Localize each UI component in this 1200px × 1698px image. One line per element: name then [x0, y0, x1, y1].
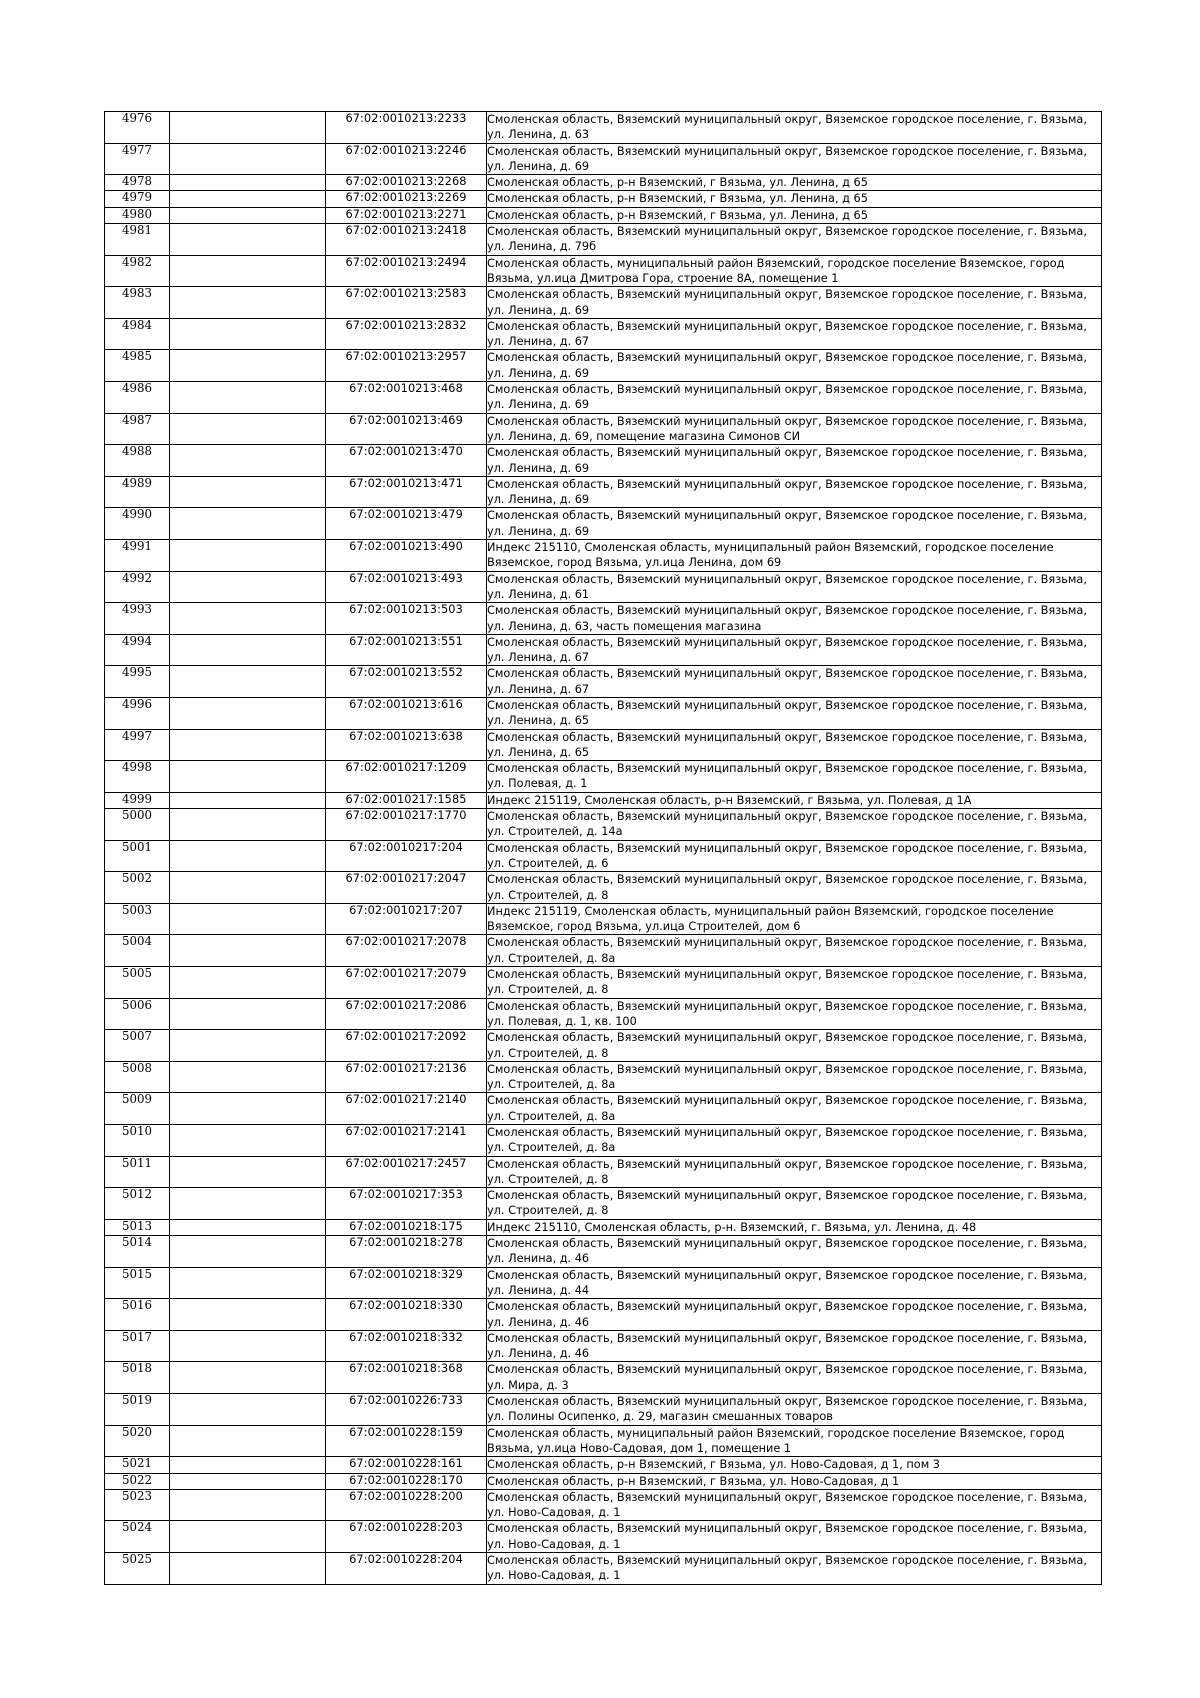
table-row [105, 1061, 1102, 1093]
empty-cell [170, 1236, 326, 1268]
address-cell: Смоленская область, Вяземский муниципальный округ, Вяземское городское поселение, г. Вязьма, ул. Строителей, д. 14а [487, 809, 1102, 841]
cadastral-number-cell: 67:02:0010213:2271 [326, 207, 487, 223]
address-cell: Смоленская область, Вяземский муниципальный округ, Вяземское городское поселение, г. Вязьма, ул. Ново-Садовая, д. 1 [487, 1521, 1102, 1553]
table-row [105, 445, 1102, 477]
row-number-cell: 4986 [105, 382, 170, 414]
cadastral-number-cell: 67:02:0010213:2494 [326, 255, 487, 287]
empty-cell [170, 603, 326, 635]
cadastral-number-cell: 67:02:0010213:468 [326, 382, 487, 414]
cadastral-number-cell: 67:02:0010213:552 [326, 666, 487, 698]
empty-cell [170, 761, 326, 793]
table-row [105, 1156, 1102, 1188]
row-number-cell: 5009 [105, 1093, 170, 1125]
address-cell: Смоленская область, Вяземский муниципальный округ, Вяземское городское поселение, г. Вязьма, ул. Ленина, д. 69, помещение магазина Симонов СИ [487, 413, 1102, 445]
table-row [105, 508, 1102, 540]
table-row [105, 697, 1102, 729]
cadastral-number-cell: 67:02:0010217:207 [326, 903, 487, 935]
cadastral-number-cell: 67:02:0010213:493 [326, 571, 487, 603]
row-number-cell: 5023 [105, 1489, 170, 1521]
cadastral-number-cell: 67:02:0010213:470 [326, 445, 487, 477]
empty-cell [170, 634, 326, 666]
empty-cell [170, 1219, 326, 1235]
cadastral-number-cell: 67:02:0010218:330 [326, 1299, 487, 1331]
address-cell: Смоленская область, Вяземский муниципальный округ, Вяземское городское поселение, г. Вязьма, ул. Ленина, д. 65 [487, 729, 1102, 761]
cadastral-number-cell: 67:02:0010213:471 [326, 476, 487, 508]
empty-cell [170, 1030, 326, 1062]
table-row [105, 840, 1102, 872]
address-cell: Смоленская область, Вяземский муниципальный округ, Вяземское городское поселение, г. Вязьма, ул. Строителей, д. 8 [487, 967, 1102, 999]
row-number-cell: 4998 [105, 761, 170, 793]
cadastral-number-cell: 67:02:0010217:2136 [326, 1061, 487, 1093]
address-cell: Смоленская область, р-н Вяземский, г Вязьма, ул. Ленина, д 65 [487, 207, 1102, 223]
cadastral-number-cell: 67:02:0010213:2832 [326, 318, 487, 350]
address-cell: Индекс 215110, Смоленская область, муниципальный район Вяземский, городское поселение Вяземское, город Вязьма, ул.ица Ленина, дом 69 [487, 540, 1102, 572]
table-row [105, 1219, 1102, 1235]
empty-cell [170, 224, 326, 256]
address-cell: Смоленская область, Вяземский муниципальный округ, Вяземское городское поселение, г. Вязьма, ул. Строителей, д. 8 [487, 872, 1102, 904]
address-cell: Смоленская область, Вяземский муниципальный округ, Вяземское городское поселение, г. Вязьма, ул. Полины Осипенко, д. 29, магазин смешанных товаров [487, 1394, 1102, 1426]
row-number-cell: 4996 [105, 697, 170, 729]
address-cell: Смоленская область, Вяземский муниципальный округ, Вяземское городское поселение, г. Вязьма, ул. Ново-Садовая, д. 1 [487, 1553, 1102, 1585]
table-row [105, 255, 1102, 287]
address-cell: Смоленская область, Вяземский муниципальный округ, Вяземское городское поселение, г. Вязьма, ул. Строителей, д. 8а [487, 935, 1102, 967]
table-row [105, 571, 1102, 603]
cadastral-number-cell: 67:02:0010218:278 [326, 1236, 487, 1268]
address-cell: Смоленская область, муниципальный район Вяземский, городское поселение Вяземское, город Вязьма, ул.ица Дмитрова Гора, строение 8А, помещение 1 [487, 255, 1102, 287]
table-row [105, 175, 1102, 191]
empty-cell [170, 1330, 326, 1362]
table-row [105, 967, 1102, 999]
empty-cell [170, 1473, 326, 1489]
empty-cell [170, 1425, 326, 1457]
empty-cell [170, 840, 326, 872]
address-cell: Смоленская область, Вяземский муниципальный округ, Вяземское городское поселение, г. Вязьма, ул. Ленина, д. 63 [487, 112, 1102, 144]
address-cell: Смоленская область, Вяземский муниципальный округ, Вяземское городское поселение, г. Вязьма, ул. Мира, д. 3 [487, 1362, 1102, 1394]
empty-cell [170, 809, 326, 841]
table-row [105, 1521, 1102, 1553]
cadastral-number-cell: 67:02:0010217:2079 [326, 967, 487, 999]
cadastral-number-cell: 67:02:0010213:638 [326, 729, 487, 761]
cadastral-number-cell: 67:02:0010218:332 [326, 1330, 487, 1362]
row-number-cell: 4980 [105, 207, 170, 223]
cadastral-number-cell: 67:02:0010217:353 [326, 1188, 487, 1220]
row-number-cell: 4997 [105, 729, 170, 761]
table-row [105, 413, 1102, 445]
address-cell: Смоленская область, Вяземский муниципальный округ, Вяземское городское поселение, г. Вязьма, ул. Ленина, д. 67 [487, 666, 1102, 698]
row-number-cell: 5002 [105, 872, 170, 904]
empty-cell [170, 350, 326, 382]
row-number-cell: 5003 [105, 903, 170, 935]
empty-cell [170, 1267, 326, 1299]
empty-cell [170, 1061, 326, 1093]
cadastral-number-cell: 67:02:0010217:2047 [326, 872, 487, 904]
row-number-cell: 5010 [105, 1125, 170, 1157]
cadastral-number-cell: 67:02:0010228:203 [326, 1521, 487, 1553]
row-number-cell: 4992 [105, 571, 170, 603]
address-cell: Смоленская область, р-н Вяземский, г Вязьма, ул. Ленина, д 65 [487, 191, 1102, 207]
table-row [105, 1362, 1102, 1394]
register-table [104, 111, 1102, 1585]
address-cell: Смоленская область, Вяземский муниципальный округ, Вяземское городское поселение, г. Вязьма, ул. Ленина, д. 65 [487, 697, 1102, 729]
register-body [105, 112, 1102, 1585]
row-number-cell: 5021 [105, 1457, 170, 1473]
row-number-cell: 5008 [105, 1061, 170, 1093]
table-row [105, 1188, 1102, 1220]
table-row [105, 1236, 1102, 1268]
table-row [105, 1267, 1102, 1299]
address-cell: Смоленская область, Вяземский муниципальный округ, Вяземское городское поселение, г. Вязьма, ул. Ленина, д. 46 [487, 1330, 1102, 1362]
row-number-cell: 4979 [105, 191, 170, 207]
empty-cell [170, 998, 326, 1030]
row-number-cell: 4987 [105, 413, 170, 445]
cadastral-number-cell: 67:02:0010213:2957 [326, 350, 487, 382]
table-row [105, 191, 1102, 207]
row-number-cell: 5025 [105, 1553, 170, 1585]
empty-cell [170, 872, 326, 904]
cadastral-number-cell: 67:02:0010213:2269 [326, 191, 487, 207]
address-cell: Смоленская область, Вяземский муниципальный округ, Вяземское городское поселение, г. Вязьма, ул. Полевая, д. 1, кв. 100 [487, 998, 1102, 1030]
table-row [105, 1125, 1102, 1157]
address-cell: Смоленская область, р-н Вяземский, г Вязьма, ул. Ново-Садовая, д 1 [487, 1473, 1102, 1489]
empty-cell [170, 508, 326, 540]
cadastral-number-cell: 67:02:0010217:2092 [326, 1030, 487, 1062]
cadastral-number-cell: 67:02:0010217:2457 [326, 1156, 487, 1188]
empty-cell [170, 571, 326, 603]
address-cell: Индекс 215119, Смоленская область, р-н Вяземский, г Вязьма, ул. Полевая, д 1А [487, 792, 1102, 808]
table-row [105, 998, 1102, 1030]
address-cell: Смоленская область, Вяземский муниципальный округ, Вяземское городское поселение, г. Вязьма, ул. Ленина, д. 69 [487, 508, 1102, 540]
cadastral-number-cell: 67:02:0010228:170 [326, 1473, 487, 1489]
row-number-cell: 4993 [105, 603, 170, 635]
address-cell: Смоленская область, Вяземский муниципальный округ, Вяземское городское поселение, г. Вязьма, ул. Ленина, д. 69 [487, 350, 1102, 382]
table-row [105, 1330, 1102, 1362]
empty-cell [170, 967, 326, 999]
address-cell: Смоленская область, Вяземский муниципальный округ, Вяземское городское поселение, г. Вязьма, ул. Строителей, д. 6 [487, 840, 1102, 872]
row-number-cell: 5016 [105, 1299, 170, 1331]
address-cell: Смоленская область, Вяземский муниципальный округ, Вяземское городское поселение, г. Вязьма, ул. Ленина, д. 44 [487, 1267, 1102, 1299]
address-cell: Смоленская область, Вяземский муниципальный округ, Вяземское городское поселение, г. Вязьма, ул. Строителей, д. 8а [487, 1093, 1102, 1125]
row-number-cell: 5024 [105, 1521, 170, 1553]
address-cell: Смоленская область, Вяземский муниципальный округ, Вяземское городское поселение, г. Вязьма, ул. Ленина, д. 69 [487, 143, 1102, 175]
table-row [105, 318, 1102, 350]
address-cell: Смоленская область, р-н Вяземский, г Вязьма, ул. Ленина, д 65 [487, 175, 1102, 191]
empty-cell [170, 1188, 326, 1220]
row-number-cell: 5005 [105, 967, 170, 999]
empty-cell [170, 445, 326, 477]
table-row [105, 1030, 1102, 1062]
table-row [105, 903, 1102, 935]
table-row [105, 761, 1102, 793]
empty-cell [170, 540, 326, 572]
row-number-cell: 5022 [105, 1473, 170, 1489]
empty-cell [170, 1553, 326, 1585]
address-cell: Смоленская область, Вяземский муниципальный округ, Вяземское городское поселение, г. Вязьма, ул. Ленина, д. 67 [487, 634, 1102, 666]
table-row [105, 224, 1102, 256]
cadastral-number-cell: 67:02:0010228:204 [326, 1553, 487, 1585]
row-number-cell: 4982 [105, 255, 170, 287]
empty-cell [170, 318, 326, 350]
empty-cell [170, 143, 326, 175]
address-cell: Смоленская область, Вяземский муниципальный округ, Вяземское городское поселение, г. Вязьма, ул. Строителей, д. 8 [487, 1030, 1102, 1062]
row-number-cell: 4984 [105, 318, 170, 350]
table-row [105, 1425, 1102, 1457]
row-number-cell: 5006 [105, 998, 170, 1030]
row-number-cell: 4995 [105, 666, 170, 698]
table-row [105, 809, 1102, 841]
cadastral-number-cell: 67:02:0010218:368 [326, 1362, 487, 1394]
row-number-cell: 5019 [105, 1394, 170, 1426]
address-cell: Смоленская область, Вяземский муниципальный округ, Вяземское городское поселение, г. Вязьма, ул. Ленина, д. 69 [487, 382, 1102, 414]
table-row [105, 1093, 1102, 1125]
table-row [105, 1473, 1102, 1489]
table-row [105, 1553, 1102, 1585]
cadastral-number-cell: 67:02:0010213:2233 [326, 112, 487, 144]
address-cell: Смоленская область, Вяземский муниципальный округ, Вяземское городское поселение, г. Вязьма, ул. Ленина, д. 69 [487, 287, 1102, 319]
table-row [105, 112, 1102, 144]
address-cell: Индекс 215119, Смоленская область, муниципальный район Вяземский, городское поселение Вяземское, город Вязьма, ул.ица Строителей, дом 6 [487, 903, 1102, 935]
row-number-cell: 5011 [105, 1156, 170, 1188]
table-row [105, 634, 1102, 666]
empty-cell [170, 112, 326, 144]
table-row [105, 1457, 1102, 1473]
empty-cell [170, 729, 326, 761]
empty-cell [170, 1362, 326, 1394]
empty-cell [170, 476, 326, 508]
table-row [105, 350, 1102, 382]
cadastral-number-cell: 67:02:0010213:479 [326, 508, 487, 540]
address-cell: Индекс 215110, Смоленская область, р-н. Вяземский, г. Вязьма, ул. Ленина, д. 48 [487, 1219, 1102, 1235]
table-row [105, 872, 1102, 904]
cadastral-number-cell: 67:02:0010217:1209 [326, 761, 487, 793]
cadastral-number-cell: 67:02:0010213:2583 [326, 287, 487, 319]
address-cell: Смоленская область, Вяземский муниципальный округ, Вяземское городское поселение, г. Вязьма, ул. Ленина, д. 61 [487, 571, 1102, 603]
row-number-cell: 4981 [105, 224, 170, 256]
table-row [105, 935, 1102, 967]
empty-cell [170, 697, 326, 729]
empty-cell [170, 666, 326, 698]
table-row [105, 143, 1102, 175]
cadastral-number-cell: 67:02:0010217:2086 [326, 998, 487, 1030]
empty-cell [170, 903, 326, 935]
address-cell: Смоленская область, Вяземский муниципальный округ, Вяземское городское поселение, г. Вязьма, ул. Ленина, д. 69 [487, 476, 1102, 508]
table-row [105, 1299, 1102, 1331]
row-number-cell: 4994 [105, 634, 170, 666]
cadastral-number-cell: 67:02:0010218:175 [326, 1219, 487, 1235]
table-row [105, 287, 1102, 319]
cadastral-number-cell: 67:02:0010228:159 [326, 1425, 487, 1457]
row-number-cell: 5004 [105, 935, 170, 967]
empty-cell [170, 287, 326, 319]
row-number-cell: 5013 [105, 1219, 170, 1235]
table-row [105, 382, 1102, 414]
table-row [105, 666, 1102, 698]
address-cell: Смоленская область, Вяземский муниципальный округ, Вяземское городское поселение, г. Вязьма, ул. Ленина, д. 67 [487, 318, 1102, 350]
table-row [105, 1489, 1102, 1521]
cadastral-number-cell: 67:02:0010213:616 [326, 697, 487, 729]
table-row [105, 792, 1102, 808]
empty-cell [170, 1156, 326, 1188]
row-number-cell: 4999 [105, 792, 170, 808]
address-cell: Смоленская область, р-н Вяземский, г Вязьма, ул. Ново-Садовая, д 1, пом 3 [487, 1457, 1102, 1473]
address-cell: Смоленская область, муниципальный район Вяземский, городское поселение Вяземское, город Вязьма, ул.ица Ново-Садовая, дом 1, помещение 1 [487, 1425, 1102, 1457]
cadastral-number-cell: 67:02:0010218:329 [326, 1267, 487, 1299]
table-row [105, 540, 1102, 572]
empty-cell [170, 1521, 326, 1553]
table-row [105, 207, 1102, 223]
empty-cell [170, 207, 326, 223]
cadastral-number-cell: 67:02:0010213:469 [326, 413, 487, 445]
row-number-cell: 5014 [105, 1236, 170, 1268]
row-number-cell: 5015 [105, 1267, 170, 1299]
row-number-cell: 4985 [105, 350, 170, 382]
table-row [105, 603, 1102, 635]
address-cell: Смоленская область, Вяземский муниципальный округ, Вяземское городское поселение, г. Вязьма, ул. Ленина, д. 69 [487, 445, 1102, 477]
empty-cell [170, 382, 326, 414]
row-number-cell: 4990 [105, 508, 170, 540]
cadastral-number-cell: 67:02:0010228:161 [326, 1457, 487, 1473]
empty-cell [170, 792, 326, 808]
cadastral-number-cell: 67:02:0010217:204 [326, 840, 487, 872]
cadastral-number-cell: 67:02:0010217:2140 [326, 1093, 487, 1125]
cadastral-number-cell: 67:02:0010217:1770 [326, 809, 487, 841]
row-number-cell: 5012 [105, 1188, 170, 1220]
empty-cell [170, 175, 326, 191]
row-number-cell: 4991 [105, 540, 170, 572]
empty-cell [170, 1394, 326, 1426]
table-row [105, 1394, 1102, 1426]
address-cell: Смоленская область, Вяземский муниципальный округ, Вяземское городское поселение, г. Вязьма, ул. Ленина, д. 46 [487, 1299, 1102, 1331]
cadastral-number-cell: 67:02:0010213:2268 [326, 175, 487, 191]
cadastral-number-cell: 67:02:0010213:503 [326, 603, 487, 635]
address-cell: Смоленская область, Вяземский муниципальный округ, Вяземское городское поселение, г. Вязьма, ул. Строителей, д. 8 [487, 1156, 1102, 1188]
row-number-cell: 4988 [105, 445, 170, 477]
empty-cell [170, 1093, 326, 1125]
row-number-cell: 4989 [105, 476, 170, 508]
empty-cell [170, 1489, 326, 1521]
cadastral-number-cell: 67:02:0010228:200 [326, 1489, 487, 1521]
table-row [105, 476, 1102, 508]
empty-cell [170, 935, 326, 967]
row-number-cell: 4977 [105, 143, 170, 175]
address-cell: Смоленская область, Вяземский муниципальный округ, Вяземское городское поселение, г. Вязьма, ул. Ленина, д. 79б [487, 224, 1102, 256]
address-cell: Смоленская область, Вяземский муниципальный округ, Вяземское городское поселение, г. Вязьма, ул. Ленина, д. 46 [487, 1236, 1102, 1268]
row-number-cell: 4978 [105, 175, 170, 191]
address-cell: Смоленская область, Вяземский муниципальный округ, Вяземское городское поселение, г. Вязьма, ул. Полевая, д. 1 [487, 761, 1102, 793]
empty-cell [170, 191, 326, 207]
address-cell: Смоленская область, Вяземский муниципальный округ, Вяземское городское поселение, г. Вязьма, ул. Строителей, д. 8а [487, 1061, 1102, 1093]
empty-cell [170, 413, 326, 445]
address-cell: Смоленская область, Вяземский муниципальный округ, Вяземское городское поселение, г. Вязьма, ул. Ленина, д. 63, часть помещения магазина [487, 603, 1102, 635]
empty-cell [170, 1299, 326, 1331]
empty-cell [170, 255, 326, 287]
row-number-cell: 5001 [105, 840, 170, 872]
cadastral-number-cell: 67:02:0010213:551 [326, 634, 487, 666]
row-number-cell: 5017 [105, 1330, 170, 1362]
cadastral-number-cell: 67:02:0010213:2418 [326, 224, 487, 256]
cadastral-number-cell: 67:02:0010217:2078 [326, 935, 487, 967]
address-cell: Смоленская область, Вяземский муниципальный округ, Вяземское городское поселение, г. Вязьма, ул. Строителей, д. 8 [487, 1188, 1102, 1220]
row-number-cell: 4976 [105, 112, 170, 144]
address-cell: Смоленская область, Вяземский муниципальный округ, Вяземское городское поселение, г. Вязьма, ул. Строителей, д. 8а [487, 1125, 1102, 1157]
cadastral-number-cell: 67:02:0010213:2246 [326, 143, 487, 175]
row-number-cell: 5020 [105, 1425, 170, 1457]
empty-cell [170, 1457, 326, 1473]
cadastral-number-cell: 67:02:0010213:490 [326, 540, 487, 572]
cadastral-number-cell: 67:02:0010217:1585 [326, 792, 487, 808]
row-number-cell: 4983 [105, 287, 170, 319]
row-number-cell: 5018 [105, 1362, 170, 1394]
row-number-cell: 5007 [105, 1030, 170, 1062]
cadastral-number-cell: 67:02:0010226:733 [326, 1394, 487, 1426]
address-cell: Смоленская область, Вяземский муниципальный округ, Вяземское городское поселение, г. Вязьма, ул. Ново-Садовая, д. 1 [487, 1489, 1102, 1521]
cadastral-number-cell: 67:02:0010217:2141 [326, 1125, 487, 1157]
empty-cell [170, 1125, 326, 1157]
table-row [105, 729, 1102, 761]
row-number-cell: 5000 [105, 809, 170, 841]
